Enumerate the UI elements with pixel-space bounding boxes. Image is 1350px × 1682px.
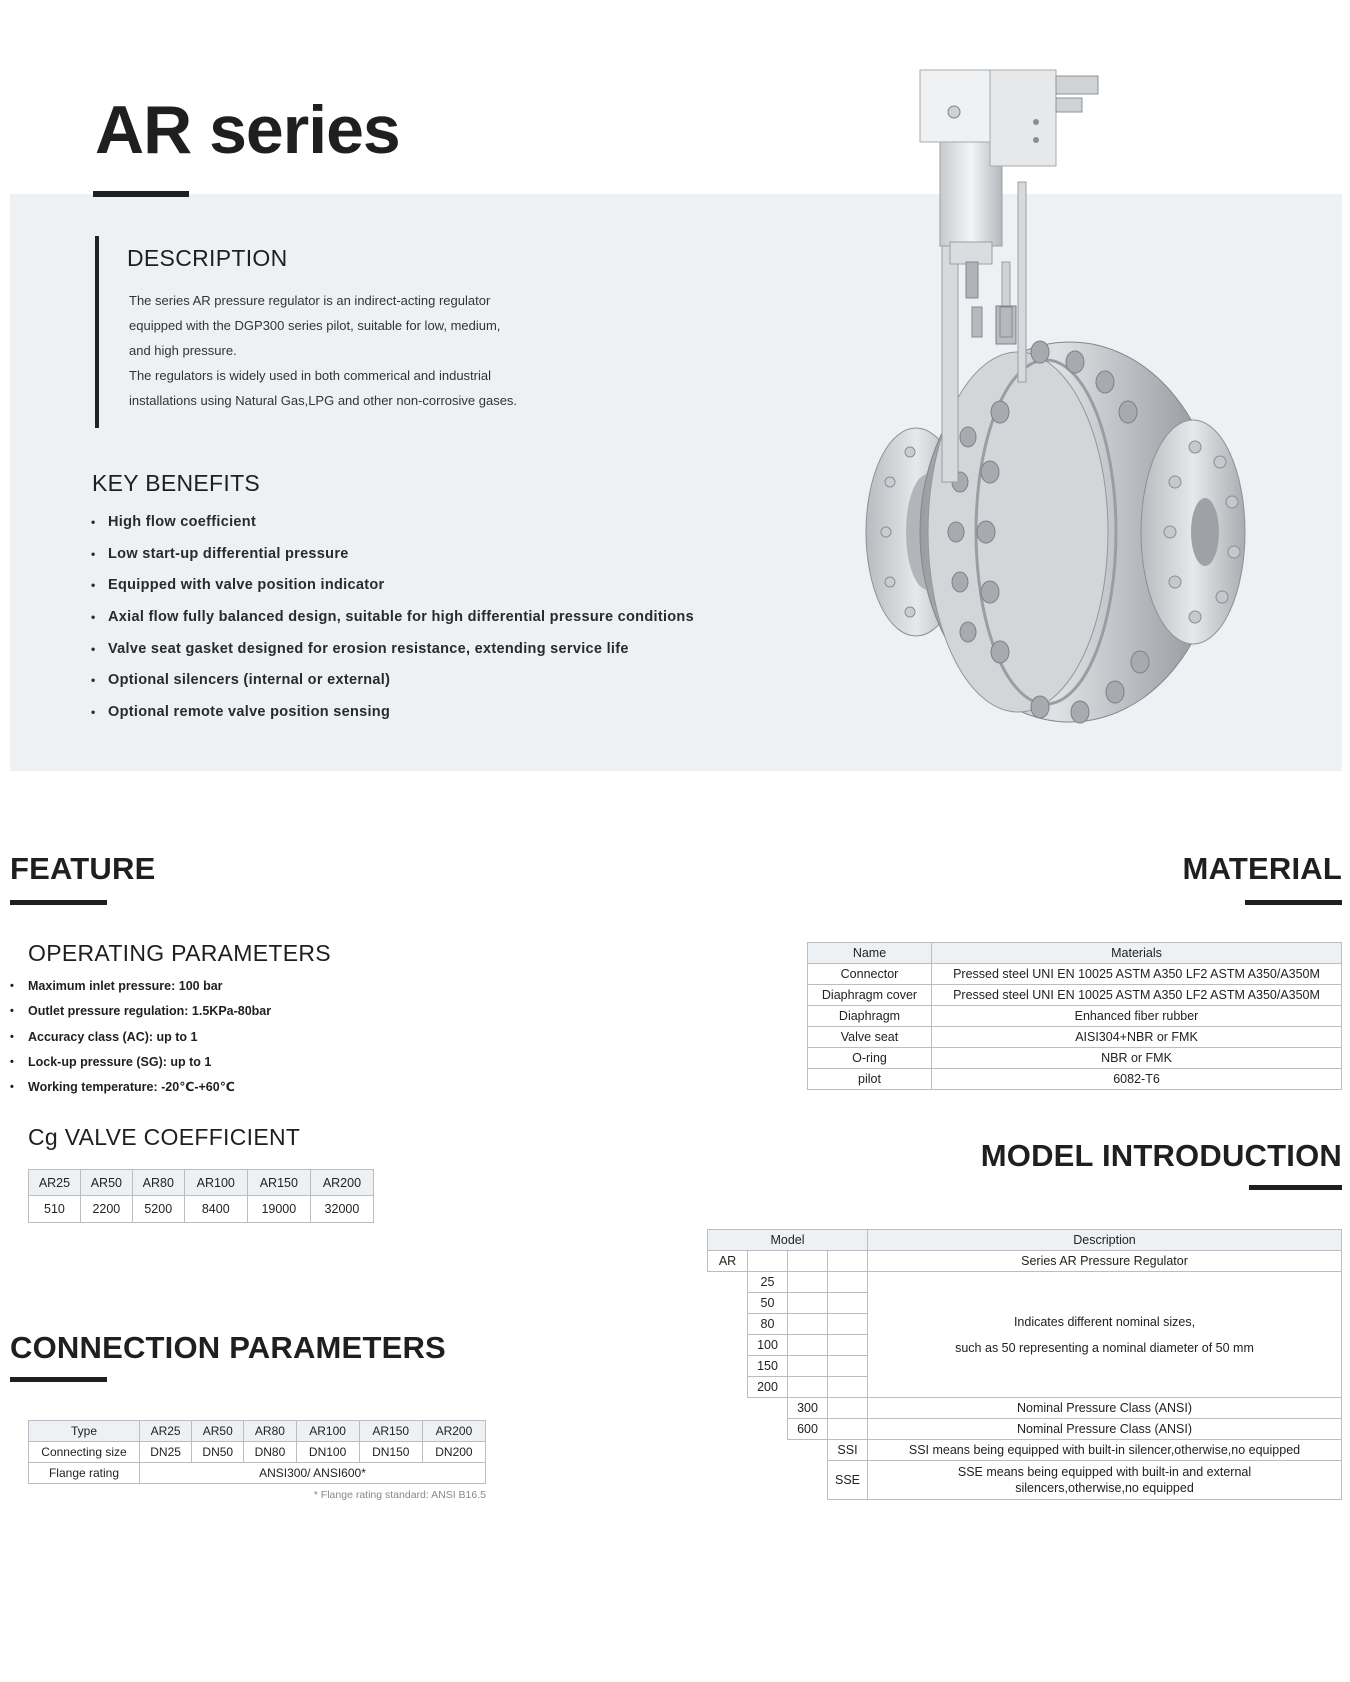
table-cell: Name: [808, 943, 932, 964]
table-header-row: [29, 1170, 374, 1196]
table-cell: [828, 1251, 868, 1272]
table-cell: AR100: [296, 1421, 359, 1442]
flange-note: * Flange rating standard: ANSI B16.5: [313, 1489, 486, 1501]
table-cell: [788, 1440, 828, 1500]
table-cell: DN100: [296, 1442, 359, 1463]
table-cell: 5200: [132, 1196, 184, 1223]
table-row: [808, 1048, 1342, 1069]
table-cell: [788, 1356, 828, 1377]
table-cell: pilot: [808, 1069, 932, 1090]
table-cell: [788, 1335, 828, 1356]
table-cell: [868, 1272, 1342, 1398]
table-cell: [788, 1314, 828, 1335]
table-cell: 6082-T6: [932, 1069, 1342, 1090]
list-item: • Optional silencers (internal or external): [91, 670, 791, 702]
connection-title: CONNECTION PARAMETERS: [10, 1330, 446, 1365]
title-underline: [93, 191, 189, 197]
table-cell: NBR or FMK: [932, 1048, 1342, 1069]
table-cell: [708, 1272, 748, 1500]
table-row: [808, 1006, 1342, 1027]
table-row: [708, 1251, 1342, 1272]
table-row: [29, 1463, 486, 1484]
cg-coefficient-heading: Cg VALVE COEFFICIENT: [28, 1124, 301, 1150]
table-row: [708, 1419, 1342, 1440]
table-cell: 32000: [310, 1196, 373, 1223]
model-code-cell: 80: [748, 1314, 788, 1335]
list-item: • Equipped with valve position indicator: [91, 575, 791, 607]
table-cell: ANSI300/ ANSI600*: [140, 1463, 486, 1484]
list-item: • Low start-up differential pressure: [91, 544, 791, 576]
table-cell: Diaphragm cover: [808, 985, 932, 1006]
table-cell: AR50: [80, 1170, 132, 1196]
model-introduction-underline: [1249, 1185, 1342, 1190]
table-cell: Pressed steel UNI EN 10025 ASTM A350 LF2 ASTM A350/A350M: [932, 985, 1342, 1006]
connection-underline: [10, 1377, 107, 1382]
model-code-cell: 50: [748, 1293, 788, 1314]
table-cell: [828, 1335, 868, 1356]
description-text: [129, 288, 559, 413]
table-cell: AR200: [422, 1421, 485, 1442]
description-line: equipped with the DGP300 series pilot, suitable for low, medium,: [129, 318, 501, 333]
table-cell: AR150: [359, 1421, 422, 1442]
table-row: [808, 964, 1342, 985]
model-introduction-table: [707, 1229, 1342, 1500]
table-cell: [828, 1272, 868, 1293]
operating-parameters-heading: OPERATING PARAMETERS: [28, 940, 331, 966]
table-cell: Description: [868, 1230, 1342, 1251]
table-cell: [828, 1377, 868, 1398]
table-row: [708, 1398, 1342, 1419]
table-cell: [828, 1419, 868, 1440]
table-row: [808, 985, 1342, 1006]
table-cell: DN150: [359, 1442, 422, 1463]
model-code-cell: 300: [788, 1398, 828, 1419]
table-cell: AR50: [192, 1421, 244, 1442]
material-title: MATERIAL: [1182, 851, 1342, 886]
table-row: [29, 1442, 486, 1463]
table-row: [29, 1196, 374, 1223]
model-code-cell: 25: [748, 1272, 788, 1293]
list-item: • Axial flow fully balanced design, suitable for high differential pressure conditions: [91, 607, 791, 639]
model-code-cell: AR: [708, 1251, 748, 1272]
feature-title: FEATURE: [10, 851, 156, 886]
table-cell: Nominal Pressure Class (ANSI): [868, 1419, 1342, 1440]
model-code-cell: SSE: [828, 1461, 868, 1500]
description-heading: DESCRIPTION: [127, 245, 288, 271]
table-cell: DN200: [422, 1442, 485, 1463]
description-line: installations using Natural Gas,LPG and other non-corrosive gases.: [129, 393, 518, 408]
table-cell: SSE means being equipped with built-in and external silencers,otherwise,no equipped: [868, 1461, 1342, 1500]
table-cell: 8400: [184, 1196, 247, 1223]
table-cell: 19000: [247, 1196, 310, 1223]
model-code-cell: SSI: [828, 1440, 868, 1461]
list-item: • Maximum inlet pressure: 100 bar: [10, 977, 430, 1002]
table-cell: Pressed steel UNI EN 10025 ASTM A350 LF2 ASTM A350/A350M: [932, 964, 1342, 985]
list-item: • Accuracy class (AC): up to 1: [10, 1028, 430, 1053]
model-code-cell: 600: [788, 1419, 828, 1440]
list-item: • Optional remote valve position sensing: [91, 702, 791, 734]
table-cell: AR200: [310, 1170, 373, 1196]
operating-parameters-list: [10, 977, 430, 1103]
table-cell: [748, 1251, 788, 1272]
table-cell: [788, 1377, 828, 1398]
table-cell: Flange rating: [29, 1463, 140, 1484]
model-introduction-title: MODEL INTRODUCTION: [980, 1138, 1342, 1173]
table-cell: Diaphragm: [808, 1006, 932, 1027]
table-cell: [828, 1356, 868, 1377]
table-cell: Series AR Pressure Regulator: [868, 1251, 1342, 1272]
material-underline: [1245, 900, 1342, 905]
table-row: [708, 1272, 1342, 1293]
size-description-line: Indicates different nominal sizes,: [1013, 1314, 1196, 1329]
cg-coefficient-table: [28, 1169, 374, 1223]
table-cell: Materials: [932, 943, 1342, 964]
table-header-row: [808, 943, 1342, 964]
material-table: [807, 942, 1342, 1090]
table-cell: 2200: [80, 1196, 132, 1223]
table-cell: Valve seat: [808, 1027, 932, 1048]
list-item: • Lock-up pressure (SG): up to 1: [10, 1053, 430, 1078]
connection-table: [28, 1420, 486, 1484]
table-cell: [788, 1293, 828, 1314]
table-cell: [788, 1251, 828, 1272]
key-benefits-heading: KEY BENEFITS: [92, 470, 261, 496]
table-header-row: [708, 1230, 1342, 1251]
table-header-row: [29, 1421, 486, 1442]
table-row: [808, 1027, 1342, 1048]
table-cell: [828, 1293, 868, 1314]
table-cell: Connecting size: [29, 1442, 140, 1463]
table-cell: Enhanced fiber rubber: [932, 1006, 1342, 1027]
table-cell: AR25: [140, 1421, 192, 1442]
table-cell: [748, 1398, 788, 1500]
feature-underline: [10, 900, 107, 905]
table-cell: [788, 1272, 828, 1293]
table-cell: [828, 1398, 868, 1419]
list-item: • Valve seat gasket designed for erosion resistance, extending service life: [91, 639, 791, 671]
key-benefits-list: [91, 512, 791, 734]
page-title: AR series: [95, 92, 400, 168]
model-code-cell: 100: [748, 1335, 788, 1356]
regulator-illustration: [850, 62, 1300, 742]
table-cell: AR150: [247, 1170, 310, 1196]
table-cell: Connector: [808, 964, 932, 985]
table-cell: Nominal Pressure Class (ANSI): [868, 1398, 1342, 1419]
table-cell: AR100: [184, 1170, 247, 1196]
model-code-cell: 150: [748, 1356, 788, 1377]
list-item: • Outlet pressure regulation: 1.5KPa-80bar: [10, 1002, 430, 1027]
table-cell: O-ring: [808, 1048, 932, 1069]
size-description-line: such as 50 representing a nominal diameter of 50 mm: [955, 1340, 1254, 1355]
table-cell: [828, 1314, 868, 1335]
description-line: and high pressure.: [129, 343, 237, 358]
table-cell: AISI304+NBR or FMK: [932, 1027, 1342, 1048]
table-cell: AR25: [29, 1170, 81, 1196]
table-cell: Model: [708, 1230, 868, 1251]
table-row: [808, 1069, 1342, 1090]
list-item: • Working temperature: -20℃-+60℃: [10, 1078, 430, 1103]
table-cell: SSI means being equipped with built-in silencer,otherwise,no equipped: [868, 1440, 1342, 1461]
table-cell: DN50: [192, 1442, 244, 1463]
description-line: The series AR pressure regulator is an indirect-acting regulator: [129, 293, 491, 308]
model-code-cell: 200: [748, 1377, 788, 1398]
table-cell: 510: [29, 1196, 81, 1223]
table-cell: AR80: [132, 1170, 184, 1196]
table-row: [708, 1440, 1342, 1461]
description-accent-bar: [95, 236, 99, 428]
list-item: • High flow coefficient: [91, 512, 791, 544]
table-cell: Type: [29, 1421, 140, 1442]
table-cell: DN80: [244, 1442, 296, 1463]
table-cell: AR80: [244, 1421, 296, 1442]
description-line: The regulators is widely used in both commerical and industrial: [129, 368, 492, 383]
table-cell: DN25: [140, 1442, 192, 1463]
